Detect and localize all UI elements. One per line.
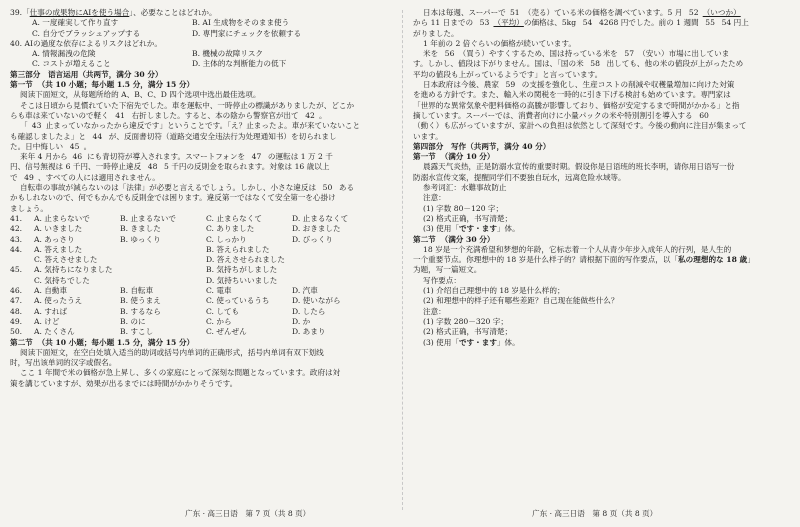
- q39-option-b: B. AI 生成物をそのまま使う: [192, 18, 290, 28]
- passage1-line9: 自転車の事故が減らないのは「法律」が必要と言えるでしょう。しかし、小さな違反は 50 ある: [10, 183, 393, 193]
- writing2-point-2: (2) 和理想中的样子还有哪些差距？自己现在能做些什么？: [423, 296, 619, 306]
- writing2-note-1: (1) 字数 280－320 字；: [423, 316, 508, 326]
- passage2-line4: から 11 日までの 53 （平均）の価格は、5kg 54 4268 円でした。前の 1 週間 55 54 円上: [413, 18, 793, 28]
- q40-option-b: B. 機械の故障リスク: [192, 49, 264, 59]
- answer-row-48: 48. A. すれば B. するなら C. しても D. したら: [10, 306, 326, 316]
- passage2-line13: 摘しています。スーパーでは、消費者向けに小量パックの米や特別割引を導入する 60: [413, 111, 793, 121]
- passage1-line11: ましょう。: [10, 203, 48, 213]
- blank-56: 56: [441, 49, 459, 59]
- blank-47: 47: [248, 152, 266, 162]
- answer-row-41: 41. A. 止まらないで B. 止まるないで C. 止まらなくて D. 止まるなくて: [10, 213, 349, 223]
- blank-58: 58: [586, 59, 604, 69]
- passage2-line1: ここ 1 年間で米の価格が急上昇し、多くの家庭にとって深刻な問題となっています。政府は対: [20, 368, 341, 378]
- blank-49: 49: [20, 173, 38, 183]
- blank-55: 55: [701, 18, 719, 28]
- passage1-line8: で 49 、すべての人には適用されません。: [10, 173, 393, 183]
- passage1-line7: 円、信号無視は 6 千円、一時停止違反 48 5 千円の反則金を取られます。対象は 16 歳以上: [10, 162, 393, 172]
- writing2-prompt-3: 为题，写一篇短文。: [413, 265, 482, 275]
- writing1-note-1: (1) 字数 80－120 字；: [423, 203, 504, 213]
- blank-48: 48: [144, 162, 162, 172]
- writing1-prompt-2: 防溺水宣传文案，提醒同学们不要独自玩水，远离危险水域等。: [413, 172, 626, 182]
- passage2-line8: す。しかし、値段は下がりません。国は、「国の米 58 出しても、他の米の値段が上がったため: [413, 59, 793, 69]
- blank-44: 44: [88, 132, 106, 142]
- q40-option-d: D. 主体的な判断能力の低下: [192, 59, 287, 69]
- writing2-theme: 私の理想的な 18 歳: [678, 255, 748, 265]
- answer-row-42: 42. A. いきました B. きました C. ありました D. おきました: [10, 224, 341, 234]
- page-divider: [402, 10, 403, 510]
- passage1-line3: 「 43 止まっていなかったから違反です」ということです。「え？止まったよ。車が来ていないこと: [10, 121, 393, 131]
- passage2-line9: 平均の値段も上がっているようです」と言っています。: [413, 69, 603, 79]
- answer-row-46: 46. A. 自動車 B. 自転車 C. 電車 D. 汽車: [10, 286, 318, 296]
- q39-option-d: D. 専門家にチェックを依頼する: [192, 28, 302, 38]
- answer-row-47: 47. A. 使ったうえ B. 使うまえ C. 使っているうち D. 使いながら: [10, 296, 341, 306]
- writing2-prompt-1: 18 岁是一个充满希望和梦想的年龄，它标志着一个人从青少年步入成年人的行列，是人生的: [423, 244, 732, 254]
- writing2-point-1: (1) 介绍自己理想中的 18 岁是什么样的；: [423, 286, 565, 296]
- q39-option-a: A. 一度確実して作り直す: [32, 18, 119, 28]
- passage2-line6: 1 年前の 2 倍ぐらいの価格が続いています。: [423, 38, 576, 48]
- passage2-line12: 「世界的な異常気象や肥料価格の高騰が影響しており、価格が安定するまで時間がかかる」と指: [413, 100, 740, 110]
- passage2-line3: 日本は毎週、スーパーで 51 （売る）ている米の価格を調べています。5 月 52 （いつか）: [413, 8, 793, 18]
- passage2-line15: います。: [413, 131, 443, 141]
- sec2-instruction-2: 时，写出该单词的汉字或假名。: [10, 358, 117, 368]
- blank-52: 52: [685, 8, 703, 18]
- blank-59: 59: [501, 80, 519, 90]
- q40-stem: 40. AIの過度な依存によるリスクはどれか。: [10, 38, 162, 48]
- page-footer-right: 广东 · 高三日语 第 8 页（共 8 页）: [532, 509, 658, 518]
- passage2-line14: （動く）も広がっていますが、家計への負担は依然として深刻です。今後の動向に注目が集まって: [413, 121, 747, 131]
- page-footer-left: 广东 · 高三日语 第 7 页（共 8 页）: [185, 509, 311, 518]
- part3-title: 第三部分 语言运用（共两节，满分 30 分）: [10, 69, 163, 79]
- answer-row-44b: C. 答えさせました D. 答えさせられました: [34, 255, 285, 265]
- q39-stem: 39.「仕事の成果物にAIを使う場合」、必要なことはどれか。: [10, 8, 217, 17]
- answer-row-50: 50. A. たくさん B. すこし C. ぜんぜん D. あまり: [10, 327, 326, 337]
- passage1-line4: も確認しましたよ」と 44 が、反面書切符（道路交通安全违法行为处理通知书）を切られまし: [10, 132, 393, 142]
- blank-42: 42: [301, 111, 319, 121]
- writing1-note-3: (3) 使用「です・ます」体。: [423, 224, 520, 234]
- blank-46: 46: [72, 152, 83, 162]
- writing2-note-label: 注意：: [423, 306, 446, 316]
- passage1-line6: 来年 4 月から 46 にも青切符が導入されます。スマートフォンを 47 の運転は 1 万 2 千: [10, 152, 393, 162]
- left-page: [10, 8, 393, 514]
- sec1-instruction: 阅读下面短文，从每题所给的 A、B、C、D 四个选项中选出最佳选项。: [20, 90, 261, 100]
- right-page: [413, 8, 793, 514]
- passage2-line10: 日本政府は今後、農家 59 の支援を強化し、生産コストの削減や収穫量増加に向けた対策: [413, 80, 793, 90]
- q40-option-a: A. 情報漏洩の危険: [32, 49, 96, 59]
- answer-row-44a: 44. A. 答えました B. 答えられました: [10, 244, 270, 254]
- answer-row-43: 43. A. あっさり B. ゆっくり C. しっかり D. びっくり: [10, 234, 334, 244]
- writing1-reference: 参考词汇：水難事故防止: [423, 183, 507, 193]
- answer-row-49: 49. A. けど B. のに C. から D. か: [10, 316, 311, 326]
- answer-row-45b: C. 気持ちでした D. 気持ちいいました: [34, 275, 278, 285]
- passage1-line1: そこは日頃から見慣れていた下宿先でした。車を運転中、一時停止の標識がありましたが、どこか: [20, 100, 355, 110]
- blank-57: 57: [620, 49, 638, 59]
- passage2-line2: 策を講じていますが、効果が出るまでには時間がかかりそうです。: [10, 378, 238, 388]
- writing2-header: 第二节 （满分 30 分）: [413, 234, 495, 244]
- writing2-points-label: 写作要点：: [423, 275, 461, 285]
- answer-row-45a: 45. A. 気持ちになりました B. 気持ちがしました: [10, 265, 278, 275]
- blank-45: 45: [66, 142, 84, 152]
- part4-title: 第四部分 写作（共两节，满分 40 分）: [413, 141, 551, 151]
- sec1-header: 第一节 （共 10 小题；每小题 1.5 分，满分 15 分）: [10, 80, 195, 90]
- passage2-line7: 米を 56 （買う）やすくするため、国は持っている米を 57 （安い）市場に出していま: [413, 49, 793, 59]
- blank-41: 41: [111, 111, 129, 121]
- passage1-line10: かもしれないので、何でもかんでも反則金では困ります。違反第一ではなくて安全第一を心掛け: [10, 193, 336, 203]
- sec2-instruction-1: 阅读下面短文，在空白处填入适当的助词或括号内单词的正确形式，括号内单词有双下划线: [20, 347, 324, 357]
- passage2-line11: を進める方針です。また、輸入米の関税を一時的に引き下げる検討も始めています。専門家は: [413, 90, 731, 100]
- q40-option-c: C. コストが増えること: [32, 59, 111, 69]
- writing1-note-2: (2) 格式正确，书写清楚；: [423, 213, 513, 223]
- writing2-note-3: (3) 使用「です・ます」体。: [423, 337, 520, 347]
- sec2-header: 第二节 （共 10 小题；每小题 1.5 分，满分 15 分）: [10, 337, 195, 347]
- writing1-prompt-1: 晨露天气炎热，正是防溺水宣传的重要时期。假设你是日语班的班长李明，请你用日语写一份: [423, 162, 735, 172]
- blank-53: 53: [475, 18, 493, 28]
- blank-43: 43: [28, 121, 46, 131]
- passage2-line5: がりました。: [413, 28, 459, 38]
- writing2-note-2: (2) 格式正确，书写清楚；: [423, 327, 513, 337]
- blank-60: 60: [695, 111, 713, 121]
- q40-options: [10, 49, 393, 59]
- writing1-note-label: 注意：: [423, 193, 446, 203]
- passage1-line2: らも車は来ていないので軽く 41 右折しました。すると、本の陰から警察官が出て 42 。: [10, 111, 393, 121]
- writing1-header: 第一节 （满分 10 分）: [413, 152, 495, 162]
- blank-50: 50: [319, 183, 337, 193]
- q39-options: [10, 18, 393, 28]
- q39-option-c: C. 自分でブラッシュアップする: [32, 28, 141, 38]
- passage1-line5: た。日中悔しい 45 。: [10, 142, 393, 152]
- blank-51: 51: [506, 8, 524, 18]
- writing2-prompt-2: 一个重要节点。你理想中的 18 岁是什么样子的？请根据下面的写作要点，以「私の理想的な 18 歳」: [413, 255, 755, 265]
- blank-54: 54: [579, 18, 597, 28]
